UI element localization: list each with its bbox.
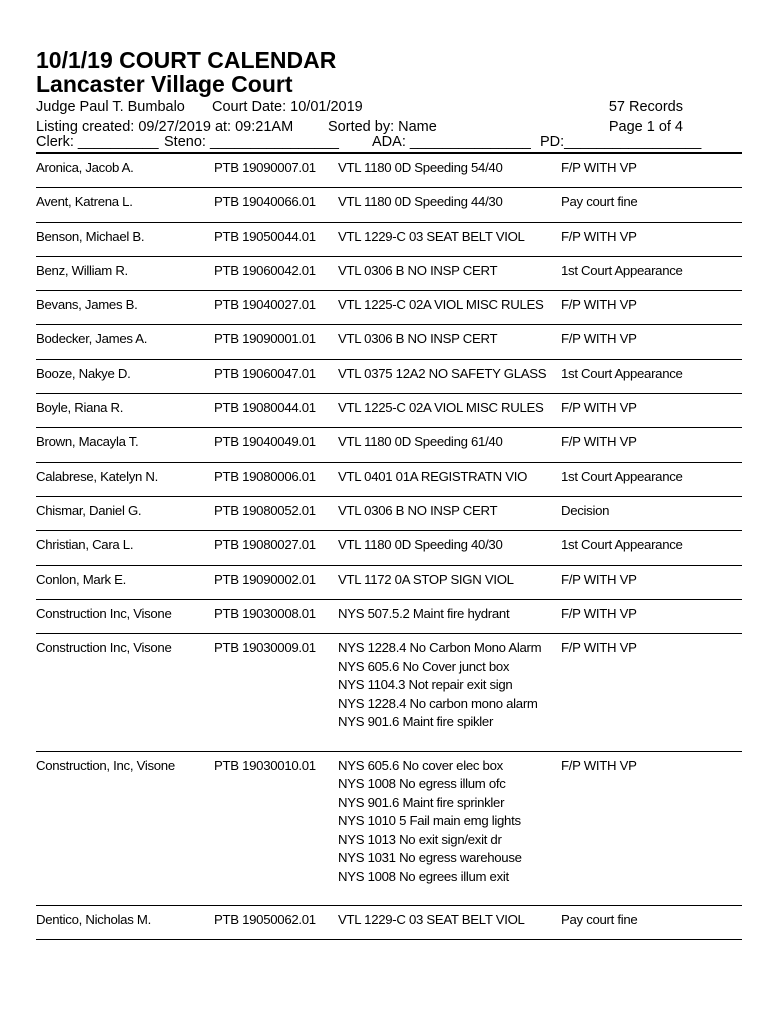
case-number: PTB 19050062.01 [214,912,316,928]
case-number: PTB 19030008.01 [214,605,316,621]
charges [338,639,541,732]
table-row [36,360,742,394]
charges [338,757,522,887]
header-line-1 [36,98,742,116]
charges [338,536,503,555]
charge-line: NYS 1228.4 No Carbon Mono Alarm [338,640,542,656]
charge-line: VTL 1180 0D Speeding 61/40 [338,434,503,450]
defendant-name: Brown, Macayla T. [36,434,139,450]
defendant-name: Boyle, Riana R. [36,400,124,416]
charges [338,296,544,315]
table-row [36,566,742,600]
charge-line: VTL 1180 0D Speeding 54/40 [338,160,503,175]
case-status: Decision [561,502,610,518]
case-number: PTB 19030009.01 [214,640,316,656]
case-number: PTB 19060042.01 [214,262,316,278]
defendant-name: Bevans, James B. [36,297,138,313]
defendant-name: Booze, Nakye D. [36,365,131,381]
steno-field: Steno: ________________ [164,134,339,150]
defendant-name: Conlon, Mark E. [36,571,127,587]
case-number: PTB 19090002.01 [214,571,316,587]
charge-line: NYS 1228.4 No carbon mono alarm [338,695,538,711]
case-number: PTB 19080006.01 [214,468,316,484]
table-row [36,531,742,565]
charges [338,365,546,384]
case-number: PTB 19060047.01 [214,365,316,381]
charges [338,468,527,487]
charge-line: VTL 1225-C 02A VIOL MISC RULES [338,297,544,313]
charges [338,159,503,178]
charges [338,228,525,247]
case-number: PTB 19090007.01 [214,160,316,175]
charge-line: NYS 901.6 Maint fire spikler [338,714,494,730]
page-title: 10/1/19 COURT CALENDAR [36,47,337,73]
table-row [36,257,742,291]
case-number: PTB 19040066.01 [214,194,316,210]
charge-line: NYS 1104.3 Not repair exit sign [338,677,513,693]
charges [338,399,544,418]
judge-name: Judge Paul T. Bumbalo [36,99,185,115]
table-row [36,752,742,907]
case-number: PTB 19040027.01 [214,297,316,313]
case-number: PTB 19090001.01 [214,331,316,347]
records-count: 57 Records [608,99,683,115]
case-number: PTB 19030010.01 [214,757,316,773]
defendant-name: Avent, Katrena L. [36,194,133,210]
defendant-name: Christian, Cara L. [36,537,134,553]
case-status: F/P WITH VP [561,640,637,656]
case-status: F/P WITH VP [561,400,637,416]
charges [338,433,503,452]
listing-created: Listing created: 09/27/2019 at: 09:21AM [36,119,294,135]
defendant-name: Calabrese, Katelyn N. [36,468,158,484]
case-status: Pay court fine [561,912,638,928]
charge-line: VTL 1229-C 03 SEAT BELT VIOL [338,228,525,244]
case-status: F/P WITH VP [561,228,637,244]
charges [338,605,509,624]
charge-line: NYS 507.5.2 Maint fire hydrant [338,605,510,621]
defendant-name: Benz, William R. [36,262,128,278]
charges [338,571,514,590]
case-status: 1st Court Appearance [561,537,683,553]
table-row [36,394,742,428]
case-status: F/P WITH VP [561,757,637,773]
case-number: PTB 19080044.01 [214,400,316,416]
page-number: Page 1 of 4 [608,119,683,135]
table-row [36,325,742,359]
case-status: F/P WITH VP [561,434,637,450]
charge-line: VTL 1180 0D Speeding 40/30 [338,537,503,553]
ada-field: ADA: _______________ [372,134,531,150]
case-status: Pay court fine [561,194,638,210]
charge-line: VTL 1225-C 02A VIOL MISC RULES [338,400,544,416]
case-number: PTB 19080027.01 [214,537,316,553]
defendant-name: Dentico, Nicholas M. [36,912,151,928]
charge-line: NYS 1008 No egrees illum exit [338,868,509,884]
defendant-name: Construction, Inc, Visone [36,757,175,773]
calendar-page [36,48,742,940]
sorted-by: Sorted by: Name [328,119,437,135]
charge-line: NYS 901.6 Maint fire sprinkler [338,794,505,810]
table-row [36,223,742,257]
charges [338,911,525,930]
charge-line: NYS 1008 No egress illum ofc [338,776,506,792]
court-date: Court Date: 10/01/2019 [212,99,363,115]
table-row [36,463,742,497]
table-row [36,600,742,634]
charge-line: VTL 0401 01A REGISTRATN VIO [338,468,528,484]
defendant-name: Bodecker, James A. [36,331,148,347]
charge-line: NYS 1013 No exit sign/exit dr [338,831,502,847]
case-status: F/P WITH VP [561,331,637,347]
charge-line: VTL 0306 B NO INSP CERT [338,502,498,518]
table-row [36,188,742,222]
clerk-field: Clerk: __________ [36,134,159,150]
charge-line: NYS 605.6 No cover elec box [338,757,503,773]
charges [338,262,497,281]
defendant-name: Chismar, Daniel G. [36,502,142,518]
case-status: 1st Court Appearance [561,365,683,381]
charge-line: NYS 605.6 No Cover junct box [338,658,510,674]
case-status: F/P WITH VP [561,605,637,621]
defendant-name: Construction Inc, Visone [36,640,172,656]
header-line-3 [36,136,742,151]
case-status: 1st Court Appearance [561,262,683,278]
charge-line: VTL 0306 B NO INSP CERT [338,262,498,278]
calendar-table [36,154,742,940]
charge-line: VTL 0306 B NO INSP CERT [338,331,498,347]
defendant-name: Construction Inc, Visone [36,605,172,621]
case-number: PTB 19050044.01 [214,228,316,244]
table-row [36,291,742,325]
charge-line: NYS 1031 No egress warehouse [338,850,522,866]
defendant-name: Aronica, Jacob A. [36,160,134,175]
table-row [36,497,742,531]
table-row [36,906,742,940]
defendant-name: Benson, Michael B. [36,228,145,244]
case-status: 1st Court Appearance [561,468,683,484]
charges [338,330,497,349]
case-number: PTB 19080052.01 [214,502,316,518]
case-status: F/P WITH VP [561,160,637,175]
table-row [36,154,742,188]
charge-line: VTL 1180 0D Speeding 44/30 [338,194,503,210]
pd-field: PD:_________________ [540,134,702,150]
table-row [36,428,742,462]
case-number: PTB 19040049.01 [214,434,316,450]
charges [338,193,503,212]
case-status: F/P WITH VP [561,571,637,587]
charges [338,502,497,521]
charge-line: VTL 0375 12A2 NO SAFETY GLASS [338,365,547,381]
charge-line: VTL 1172 0A STOP SIGN VIOL [338,571,514,587]
case-status: F/P WITH VP [561,297,637,313]
charge-line: VTL 1229-C 03 SEAT BELT VIOL [338,912,525,928]
charge-line: NYS 1010 5 Fail main emg lights [338,813,521,829]
court-name: Lancaster Village Court [36,71,293,97]
table-row [36,634,742,752]
